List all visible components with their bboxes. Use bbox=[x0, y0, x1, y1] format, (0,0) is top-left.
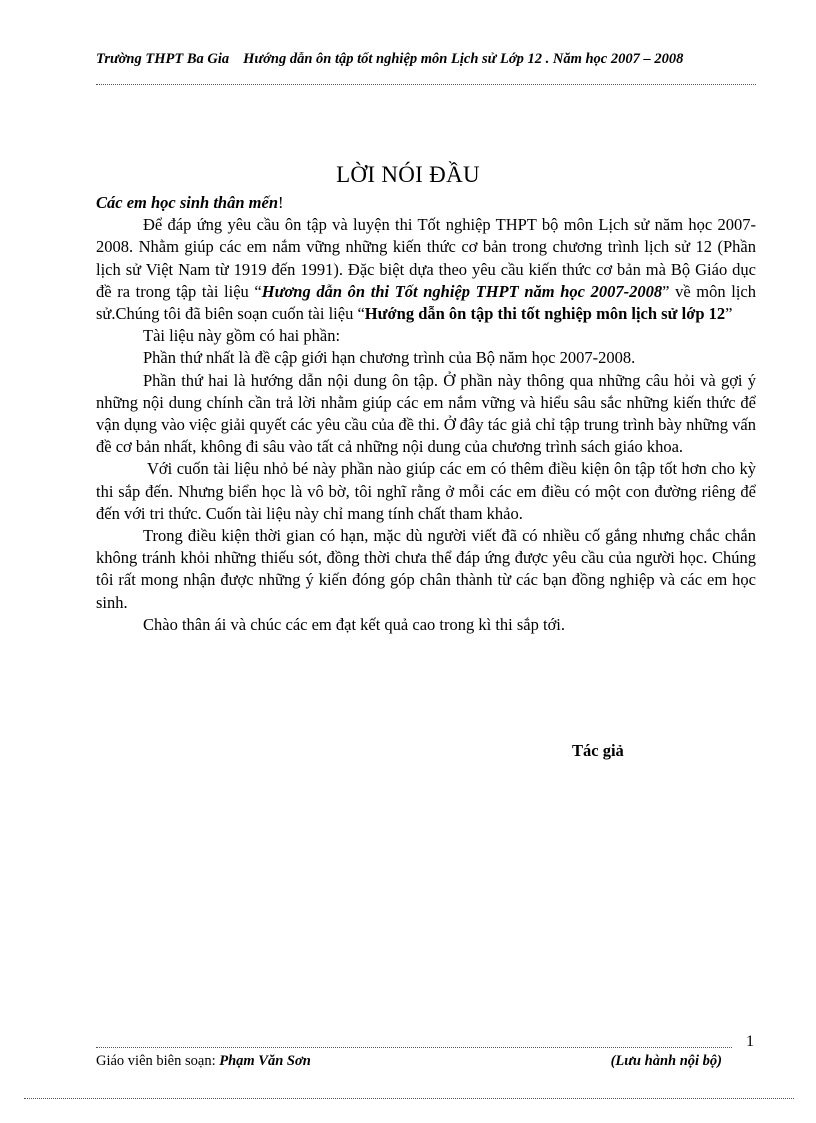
paragraph-1 bbox=[96, 214, 756, 325]
header-divider bbox=[96, 84, 756, 85]
paragraph-5: Với cuốn tài liệu nhỏ bé này phần nào giúp các em có thêm điều kiện ôn tập tốt hơn cho kỳ thi sắp đến. Nhưng biển học là vô bờ, tôi nghĩ rằng ở mỗi các em điều có một con đường riêng để đến với tri thức. Cuốn tài liệu này chỉ mang tính chất tham khảo. bbox=[96, 459, 756, 523]
para1-title-a: Hương dẫn ôn thi Tốt nghiệp THPT năm học 2007-2008 bbox=[261, 281, 663, 301]
footer-author: Phạm Văn Sơn bbox=[219, 1053, 311, 1069]
greeting-punct: ! bbox=[278, 193, 284, 212]
paragraph-7: Chào thân ái và chúc các em đạt kết quả cao trong kì thi sắp tới. bbox=[143, 614, 565, 634]
para1-text-c: ” bbox=[725, 304, 733, 324]
paragraph-6: Trong điều kiện thời gian có hạn, mặc dù người viết đã có nhiều cố gắng nhưng chắc chắn không tránh khỏi những thiếu sót, đồng thời chưa thể đáp ứng được yêu cầu của người học. Chúng tôi rất mong nhận được những ý kiến đóng góp chân thành từ các bạn đồng nghiệp và các em học sinh. bbox=[96, 526, 756, 612]
para1-text-b: ” về môn lịch sử.Chúng tôi đã biên soạn cuốn tài liệu “ bbox=[96, 281, 756, 324]
page-header bbox=[96, 51, 756, 68]
signature: Tác giả bbox=[572, 741, 624, 760]
document-body bbox=[96, 192, 756, 636]
header-school: Trường THPT Ba Gia bbox=[96, 51, 230, 67]
footer-label: Giáo viên biên soạn: bbox=[96, 1053, 220, 1069]
paragraph-4: Phần thứ hai là hướng dẫn nội dung ôn tập. Ở phần này thông qua những câu hỏi và gợi ý những nội dung chính cần trả lời nhằm giúp các em nắm vững và hiểu sâu sắc những kiến thức để vận dụng vào việc giải quyết các yêu cầu của đề thi. Ở đây tác giả chỉ tập trung trình bày những vấn đề cơ bản nhất, không đi sâu vào tất cả những nội dung của chương trình sách giáo khoa. bbox=[96, 370, 757, 457]
greeting bbox=[96, 192, 756, 214]
page-title: LỜI NÓI ĐẦU bbox=[336, 162, 480, 187]
footer-note: (Lưu hành nội bộ) bbox=[610, 1053, 722, 1069]
paragraph-3: Phần thứ nhất là đề cập giới hạn chương trình của Bộ năm học 2007-2008. bbox=[143, 348, 636, 368]
page-number: 1 bbox=[746, 1033, 754, 1050]
footer-divider bbox=[96, 1047, 732, 1048]
paragraph-2: Tài liệu này gồm có hai phần: bbox=[143, 326, 341, 346]
bottom-border bbox=[24, 1098, 794, 1099]
header-subtitle: Hướng dẫn ôn tập tốt nghiệp môn Lịch sử Lớp 12 . Năm học 2007 – 2008 bbox=[243, 51, 684, 67]
para1-title-b: Hướng dẫn ôn tập thi tốt nghiệp môn lịch sử lớp 12 bbox=[364, 304, 726, 324]
page-footer bbox=[96, 1053, 722, 1070]
para1-text-a: Để đáp ứng yêu cầu ôn tập và luyện thi Tốt nghiệp THPT bộ môn Lịch sử năm học 2007-2008. Nhằm giúp các em nắm vững những kiến thức cơ bản trong chương trình lịch sử 12 (Phần lịch sử Việt Nam từ 1919 đến 1991). Đặc biệt dựa theo yêu cầu kiến thức cơ bản mà Bộ Giáo dục đề ra trong tập tài liệu “ bbox=[96, 215, 756, 301]
greeting-text: Các em học sinh thân mến bbox=[96, 193, 278, 212]
